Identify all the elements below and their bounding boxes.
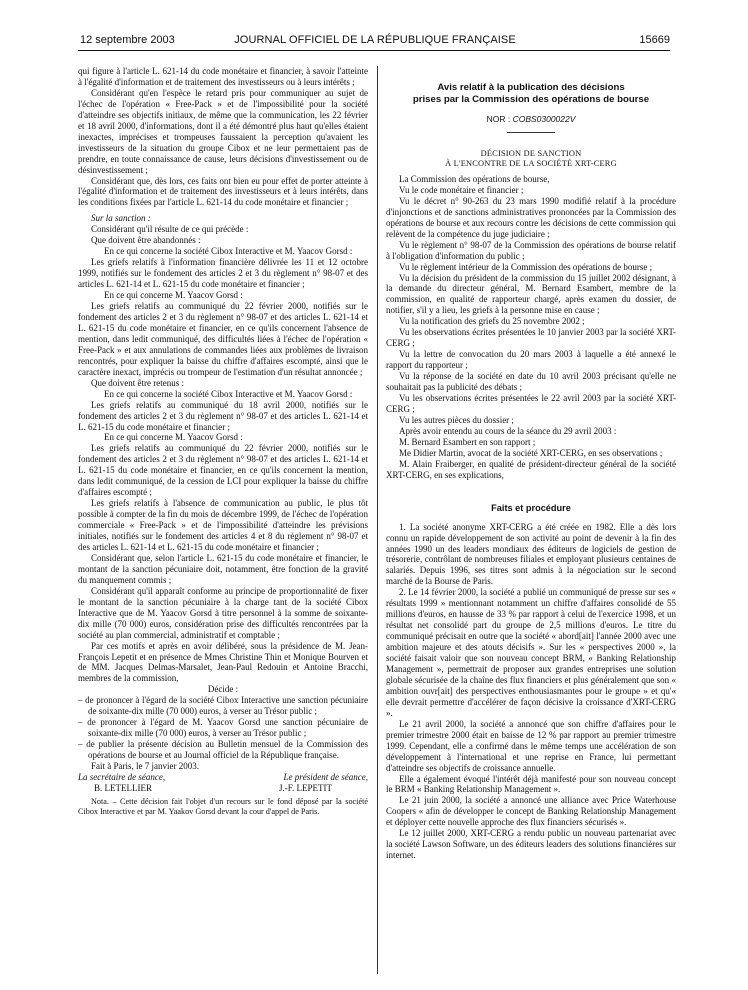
president-role: Le président de séance,	[283, 772, 368, 782]
decision-item: – de prononcer à l'égard de la société Cibox Interactive une sanction pécuniaire de soixante-dix mille (70 000) euros, à verser au Trésor public ;	[78, 695, 368, 717]
signature-roles	[78, 772, 368, 783]
left-column	[78, 66, 368, 816]
nor-reference	[386, 114, 676, 125]
paragraph: M. Alain Fraiberger, en qualité de président-directeur général de la société XRT-CERG, en ses explications,	[386, 458, 676, 480]
paragraph: Vu le code monétaire et financier ;	[399, 184, 524, 195]
paragraph: Vu les observations écrites présentées le 22 avril 2003 par la société XRT-CERG ;	[386, 393, 676, 414]
paragraph: Vu la lettre de convocation du 20 mars 2003 à laquelle a été annexé le rapport du rapporteur ;	[386, 349, 676, 371]
paragraph: M. Bernard Esambert en son rapport ;	[399, 436, 536, 447]
paragraph: Le 12 juillet 2000, XRT-CERG a rendu public un nouveau partenariat avec la société Lawson Software, un des éditeurs leaders des solutions financières sur internet.	[386, 828, 676, 861]
right-column	[386, 66, 676, 861]
paragraph: Considérant que, dès lors, ces faits ont bien eu pour effet de porter atteinte à l'égalité d'information et de traitement des investisseurs et à leurs intérêts, dans les conditions fixées par l'article L. 621-14 du code monétaire et financier ;	[78, 175, 368, 208]
decision-title-line-1: DÉCISION DE SANCTION	[480, 148, 582, 158]
footnote: Nota. – Cette décision fait l'objet d'un recours sur le fond déposé par la société Cibox Interactive et par M. Yaakov Gorsd devant la cour d'appel de Paris.	[78, 796, 368, 816]
paragraph: Vu le règlement intérieur de la Commission des opérations de bourse ;	[399, 261, 653, 272]
paragraph: Les griefs relatifs au communiqué du 18 avril 2000, notifiés sur le fondement des articles 2 et 3 du règlement n° 98-07 et des articles L. 621-14 et L. 621-15 du code monétaire et financier ;	[78, 399, 368, 432]
paragraph: Après avoir entendu au cours de la séance du 29 avril 2003 :	[399, 425, 617, 436]
subheading: En ce qui concerne la société Cibox Interactive et M. Yaacov Gorsd :	[104, 246, 353, 257]
paragraph: Considérant que, selon l'article L. 621-15 du code monétaire et financier, le montant de la sanction pécuniaire doit, notamment, être fonction de la gravité du manquement commis ;	[78, 552, 368, 585]
paragraph: Vu la notification des griefs du 25 novembre 2002 ;	[399, 316, 585, 327]
column-divider	[377, 66, 378, 974]
paragraph: 2. Le 14 février 2000, la société a publié un communiqué de presse sur ses « résultats 1999 » mentionnant notamment un chiffre d'affaires consolidé de 55 millions d'euros, en hausse de 33 % par rapport à celui de l'exercice 1998, et un résultat net consolidé part du groupe de 2,5 millions d'euros. Le titre du communiqué précisait en outre que la société « abord[ait] l'année 2000 avec une ambition majeure et des atouts décisifs ». Sur les « perspectives 2000 », la société faisait valoir que son nouveau concept BRM, « Banking Relationship Management », permettrait de proposer aux grandes entreprises une solution globale sécurisée de la chaîne des flux financiers et plus généralement que son « ambition ouvr[ait] des perspectives enthousiasmantes pour le groupe » et qu'« elle devrait permettre d'accélérer de façon décisive la croissance d'XRT-CERG ».	[386, 587, 676, 718]
paragraph: Vu les autres pièces du dossier ;	[399, 414, 514, 425]
decision-title	[386, 149, 676, 169]
paragraph: Vu les observations écrites présentées le 10 janvier 2003 par la société XRT-CERG ;	[386, 327, 676, 349]
paragraph: Elle a également évoqué l'intérêt déjà manifesté pour son nouveau concept le BRM « Banking Relationship Management ».	[386, 773, 676, 795]
header-rule	[78, 50, 670, 51]
paragraph: La Commission des opérations de bourse,	[399, 173, 550, 184]
paragraph: Considérant qu'il apparaît conforme au principe de proportionnalité de fixer le montant de la sanction pécuniaire à la charge tant de la société Cibox Interactive que de M. Yaacov Gorsd à titre personnel à la somme de soixante-dix mille (70 000) euros, considération prise des difficultés rencontrées par la société au plan commercial, administratif et comptable ;	[78, 585, 368, 640]
nor-label: NOR :	[486, 114, 513, 124]
paragraph: Vu le règlement n° 98-07 de la Commission des opérations de bourse relatif à l'obligation d'information du public ;	[386, 239, 676, 261]
date-place-line: Fait à Paris, le 7 janvier 2003.	[91, 761, 199, 772]
paragraph: Les griefs relatifs au communiqué du 22 février 2000, notifiés sur le fondement des articles 2 et 3 du règlement n° 98-07 et des articles L. 621-14 et L. 621-15 du code monétaire et financier, en ce qu'ils concernent la mention, dans ledit communiqué, de la cession de LCI pour expliquer la baisse du chiffre d'affaires escompté ;	[78, 443, 368, 498]
paragraph: Les griefs relatifs à l'information financière délivrée les 11 et 12 octobre 1999, notifiés sur le fondement des articles 2 et 3 du règlement n° 98-07 et des articles L. 621-14 et L. 621-15 du code monétaire et financier ;	[78, 257, 368, 290]
decision-item: – de publier la présente décision au Bulletin mensuel de la Commission des opérations de bourse et au Journal officiel de la République française.	[78, 739, 368, 761]
secretary-role: La secrétaire de séance,	[78, 772, 166, 782]
decision-title-line-2: À L'ENCONTRE DE LA SOCIÉTÉ XRT-CERG	[445, 158, 617, 168]
paragraph: Considérant qu'en l'espèce le retard pris pour communiquer au sujet de l'échec de l'opération « Free-Pack » et de l'impossibilité pour la société d'atteindre ses objectifs initiaux, de même que la communication, les 22 février et 18 avril 2000, d'informations, dont il a été démontré plus haut qu'elles étaient inexactes, imprécises et trompeuses faussaient la perception qu'avaient les investisseurs de la situation du groupe Cibox et ne leur permettaient pas de prendre, en toute connaissance de cause, leurs décisions d'investissement ou de désinvestissement ;	[78, 87, 368, 175]
nor-code: COBS0300022V	[512, 114, 576, 124]
paragraph: Le 21 avril 2000, la société a annoncé que son chiffre d'affaires pour le premier trimestre 2000 était en baisse de 12 % par rapport au premier trimestre 1999. Cependant, elle a confirmé dans le même temps une accélération de son développement à l'international et une reprise en France, lui permettant d'atteindre ses objectifs de croissance annuelle.	[386, 718, 676, 773]
decision-heading: Décide :	[207, 684, 239, 695]
header-journal-title: JOURNAL OFFICIEL DE LA RÉPUBLIQUE FRANÇAISE	[234, 34, 516, 46]
paragraph: qui figure à l'article L. 621-14 du code monétaire et financier, à savoir l'atteinte à l'égalité d'information et de traitement des investisseurs ou à leurs intérêts ;	[78, 66, 368, 87]
subheading: En ce qui concerne M. Yaacov Gorsd :	[104, 432, 243, 443]
header-page-number: 15669	[639, 34, 670, 46]
section-heading-facts: Faits et procédure	[491, 502, 571, 513]
paragraph: Que doivent être abandonnés :	[91, 235, 201, 246]
header-date: 12 septembre 2003	[80, 34, 175, 46]
page-header	[0, 26, 748, 54]
paragraph: Vu la décision du président de la commission du 15 juillet 2002 désignant, à la demande du directeur général, M. Bernard Esambert, membre de la commission, en qualité de rapporteur chargé, après examen du dossier, de notifier, s'il y a lieu, les griefs à la personne mise en cause ;	[386, 272, 676, 316]
subheading: En ce qui concerne M. Yaacov Gorsd :	[104, 290, 243, 301]
paragraph: Vu le décret n° 90-263 du 23 mars 1990 modifié relatif à la procédure d'injonctions et de sanctions administratives prononcées par la Commission des opérations de bourse et aux recours contre les décisions de cette commission qui relèvent de la compétence du juge judiciaire ;	[386, 195, 676, 239]
secretary-name: B. LETELLIER	[94, 782, 152, 793]
section-heading-sanction: Sur la sanction :	[91, 213, 151, 224]
notice-title-line-2: prises par la Commission des opérations de bourse	[412, 93, 650, 105]
subheading: En ce qui concerne la société Cibox Interactive et M. Yaacov Gorsd :	[104, 388, 353, 399]
paragraph: Vu la réponse de la société en date du 10 avril 2003 précisant qu'elle ne souhaitait pas la publicité des débats ;	[386, 371, 676, 393]
paragraph: Les griefs relatifs au communiqué du 22 février 2000, notifiés sur le fondement des articles 2 et 3 du règlement n° 98-07 et des articles L. 621-14 et L. 621-15 du code monétaire et financier, en ce qu'ils concernent l'absence de mention, dans ledit communiqué, des difficultés liées à l'échec de l'opération « Free-Pack » et aux annulations de commandes liées aux problèmes de livraison rencontrés, pour expliquer la baisse du chiffre d'affaires escompté, ainsi que le caractère inexact, imprécis ou trompeur de l'estimation d'un résultat annoncée ;	[78, 301, 368, 377]
decision-item: – de prononcer à l'égard de M. Yaacov Gorsd une sanction pécuniaire de soixante-dix mille (70 000) euros, à verser au Trésor public ;	[78, 717, 368, 739]
paragraph: 1. La société anonyme XRT-CERG a été créée en 1982. Elle a dès lors connu un rapide développement de son activité au point de devenir à la fin des années 1990 un des leaders mondiaux des éditeurs de logiciels de gestion de trésorerie, contrôlant de nombreuses filiales et employant plusieurs centaines de salariés. Depuis 1996, ses titres sont admis à la négociation sur le second marché de la Bourse de Paris.	[386, 521, 676, 587]
signature-names	[78, 783, 368, 794]
president-name: J.-F. LEPETIT	[278, 782, 332, 793]
paragraph: Par ces motifs et après en avoir délibéré, sous la présidence de M. Jean-François Lepetit et en présence de Mmes Christine Thin et Monique Bourven et de MM. Jacques Delmas-Marsalet, Jean-Paul Redouin et Antoine Bracchi, membres de la commission,	[78, 640, 368, 684]
paragraph: Les griefs relatifs à l'absence de communication au public, le plus tôt possible à compter de la fin du mois de décembre 1999, de l'échec de l'opération commerciale « Free-Pack » et de l'impossibilité d'atteindre les prévisions initiales, notifiés sur le fondement des articles 4 et 8 du règlement n° 98-07 et des articles L. 621-14 et L. 621-15 du code monétaire et financier ;	[78, 498, 368, 552]
notice-title	[386, 82, 676, 105]
paragraph: Considérant qu'il résulte de ce qui précède :	[91, 224, 249, 235]
paragraph: Me Didier Martin, avocat de la société XRT-CERG, en ses observations ;	[399, 447, 663, 458]
title-rule	[507, 132, 555, 133]
paragraph: Que doivent être retenus :	[91, 377, 184, 388]
paragraph: Le 21 juin 2000, la société a annoncé une alliance avec Price Waterhouse Coopers « afin de développer le concept de Banking Relationship Management et déployer cette nouvelle approche des flux financiers sécurisés ».	[386, 795, 676, 828]
notice-title-line-1: Avis relatif à la publication des décisions	[437, 82, 625, 93]
